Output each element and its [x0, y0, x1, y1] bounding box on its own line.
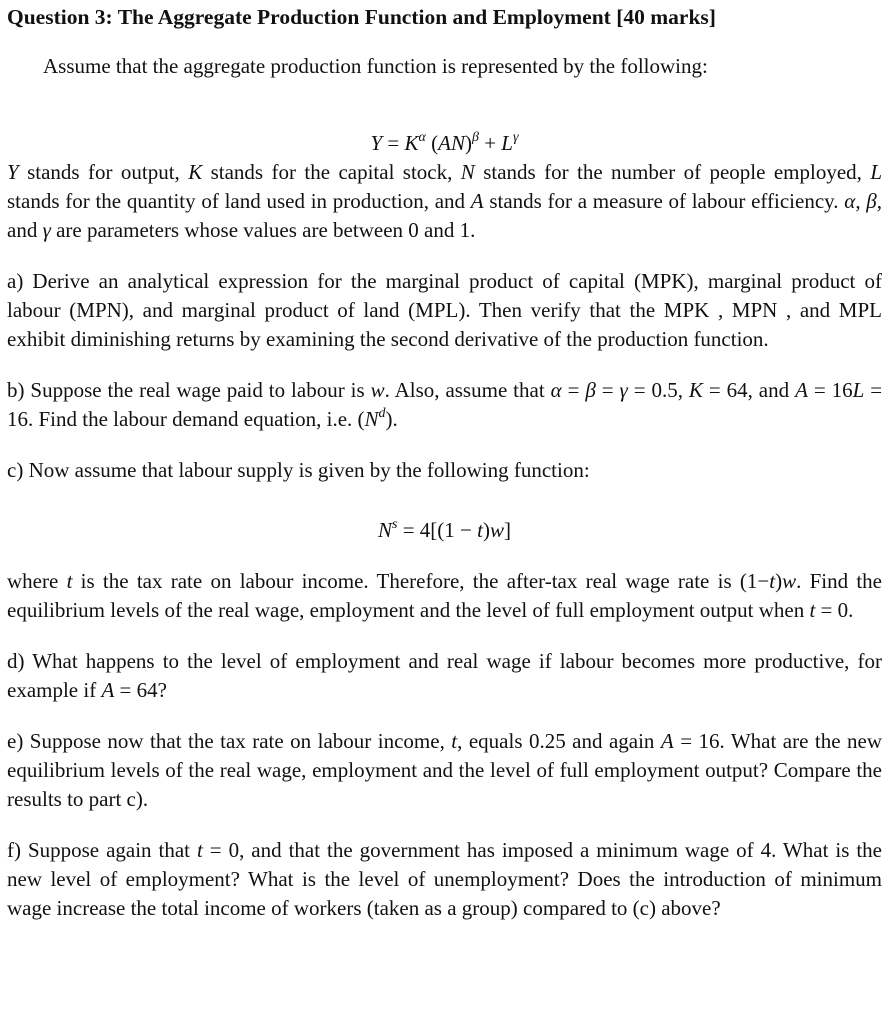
text-run: ] — [504, 518, 511, 542]
text-run: = 64? — [114, 678, 167, 702]
text-run: is the tax rate on labour income. Therefore, the after-tax real wage rate is (1− — [72, 569, 770, 593]
question-parts — [7, 567, 882, 923]
text-run: ) — [775, 569, 783, 593]
text-run: = 16 — [807, 378, 853, 402]
text-run: stands for a measure of labour efficiency. — [483, 189, 845, 213]
text-run: f) Suppose again that — [7, 838, 197, 862]
text-run: . Also, assume that — [384, 378, 551, 402]
math-symbol: α — [844, 189, 856, 213]
math-symbol: t — [451, 729, 458, 753]
production-function-equation — [7, 128, 882, 158]
text-run: stands for the quantity of land used in production, and — [7, 189, 471, 213]
math-symbol: L — [501, 131, 513, 155]
math-symbol: w — [370, 378, 385, 402]
text-run: ) — [464, 131, 472, 155]
labour-supply-equation — [7, 515, 882, 545]
part-d — [7, 647, 882, 705]
math-symbol: γ — [619, 378, 628, 402]
math-symbol: K — [404, 131, 419, 155]
text-run: c) Now assume that labour supply is given by the following function: — [7, 458, 590, 482]
text-run: stands for the number of people employed, — [474, 160, 871, 184]
text-run: , equals 0.25 and again — [457, 729, 661, 753]
text-run: ( — [425, 131, 439, 155]
text-run: stands for the capital stock, — [202, 160, 461, 184]
math-symbol: A — [795, 378, 808, 402]
math-symbol: β — [471, 130, 479, 145]
math-symbol: A — [101, 678, 115, 702]
text-run: ). — [385, 407, 398, 431]
text-run: where — [7, 569, 67, 593]
text-run: . Find the equilibrium levels of the real wage, employment and the level of full employment output when — [7, 569, 882, 622]
text-run: = — [382, 131, 405, 155]
math-symbol: AN — [438, 131, 465, 155]
text-run: = — [595, 378, 620, 402]
math-symbol: N — [460, 160, 475, 184]
math-symbol: β — [866, 189, 877, 213]
math-symbol: K — [688, 378, 703, 402]
text-run: = 16. What are the new equilibrium levels of the real wage, employment and the level of full employment output? Compare the results to part c). — [7, 729, 882, 811]
question-title: Question 3: The Aggregate Production Function and Employment [40 marks] — [7, 5, 716, 29]
math-symbol: K — [188, 160, 203, 184]
text-run: = 0.5, — [627, 378, 689, 402]
math-symbol: N — [377, 518, 392, 542]
part-c-continued — [7, 567, 882, 625]
math-symbol: γ — [42, 218, 51, 242]
math-symbol: A — [470, 189, 484, 213]
math-symbol: L — [870, 160, 882, 184]
math-symbol: α — [418, 130, 426, 145]
math-symbol: β — [585, 378, 596, 402]
text-run: + — [478, 131, 502, 155]
text-run: b) Suppose the real wage paid to labour is — [7, 378, 371, 402]
math-symbol: N — [364, 407, 379, 431]
math-symbol: t — [769, 569, 776, 593]
math-symbol: w — [489, 518, 504, 542]
math-symbol: A — [660, 729, 674, 753]
math-symbol: d — [378, 406, 386, 421]
text-run: a) Derive an analytical expression for the marginal product of capital (MPK), marginal product of labour (MPN), and marginal product of land (MPL). Then verify that the MPK , MPN , and MPL exhibit diminishing returns by examining the second derivative of the production function. — [7, 269, 882, 351]
part-a — [7, 267, 882, 354]
math-symbol: t — [809, 598, 816, 622]
math-symbol: Y — [370, 131, 383, 155]
part-b — [7, 376, 882, 434]
math-symbol: t — [477, 518, 483, 542]
text-run: = 16. Find the labour demand equation, i.e. ( — [7, 378, 883, 431]
text-run: = 0, and that the government has imposed a minimum wage of 4. What is the new level of employment? What is the level of unemployment? Does the introduction of minimum wage increase the total income of workers (taken as a group) compared to (c) above? — [7, 838, 882, 920]
part-e — [7, 727, 882, 814]
math-symbol: w — [782, 569, 797, 593]
text-run: d) What happens to the level of employment and real wage if labour becomes more productive, for example if — [7, 649, 882, 702]
document-page — [0, 2, 888, 923]
text-run: are parameters whose values are between 0 and 1. — [50, 218, 476, 242]
math-symbol: α — [550, 378, 562, 402]
text-run: = 64, and — [702, 378, 796, 402]
text-run: = — [561, 378, 586, 402]
text-run: , and — [7, 189, 883, 242]
math-symbol: t — [66, 569, 73, 593]
text-run: stands for output, — [18, 160, 189, 184]
part-c — [7, 456, 882, 485]
math-symbol: γ — [512, 130, 519, 145]
text-run: , — [855, 189, 867, 213]
intro-text: Assume that the aggregate production function is represented by the following: — [43, 54, 708, 78]
question-body — [7, 158, 882, 485]
math-symbol: L — [852, 378, 865, 402]
text-run: = 0. — [815, 598, 854, 622]
math-symbol: t — [196, 838, 203, 862]
definitions — [7, 158, 882, 245]
text-run: ) — [482, 518, 490, 542]
text-run: = 4[(1 − — [397, 518, 478, 542]
math-symbol: Y — [7, 160, 19, 184]
math-symbol: s — [392, 517, 398, 532]
part-f — [7, 836, 882, 923]
text-run: e) Suppose now that the tax rate on labour income, — [7, 729, 452, 753]
